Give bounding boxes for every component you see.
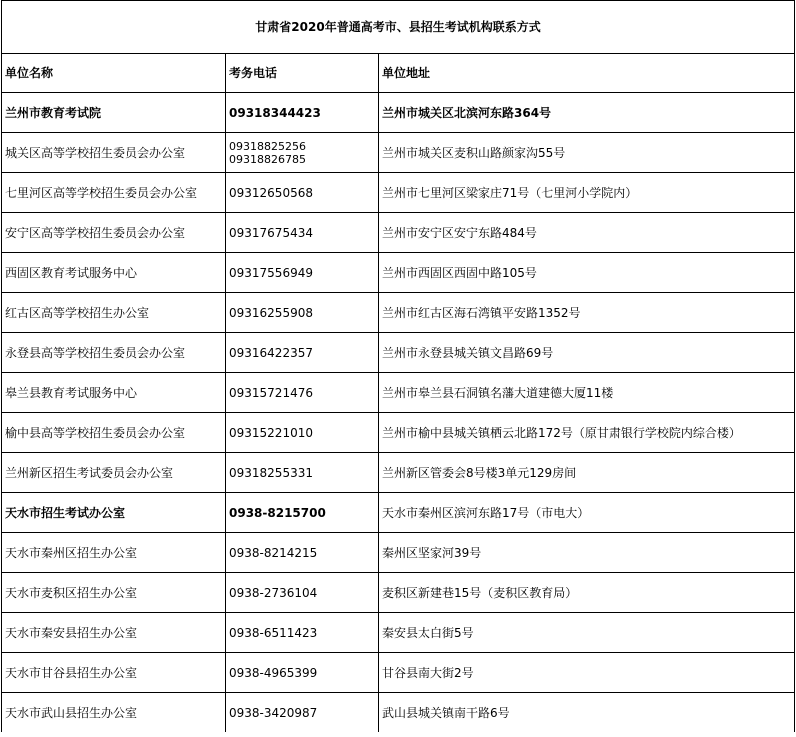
table-row [2, 253, 795, 293]
exam-phone-cell [226, 533, 379, 573]
exam-phone-cell [226, 373, 379, 413]
phone-number: 09317556949 [229, 265, 313, 280]
phone-number: 09315221010 [229, 425, 313, 440]
exam-phone-cell [226, 93, 379, 133]
unit-name-cell: 天水市麦积区招生办公室 [2, 573, 226, 613]
exam-phone-cell [226, 573, 379, 613]
unit-name-cell: 永登县高等学校招生委员会办公室 [2, 333, 226, 373]
table-row [2, 293, 795, 333]
exam-phone-cell [226, 133, 379, 173]
table-row [2, 533, 795, 573]
table-body [2, 1, 795, 733]
exam-phone-cell [226, 653, 379, 693]
table-row [2, 213, 795, 253]
phone-number: 0938-8214215 [229, 545, 318, 560]
exam-phone-cell [226, 173, 379, 213]
unit-name-cell: 天水市武山县招生办公室 [2, 693, 226, 733]
unit-name-cell: 西固区教育考试服务中心 [2, 253, 226, 293]
header-exam-phone: 考务电话 [226, 54, 379, 93]
exam-phone-cell [226, 453, 379, 493]
unit-address-cell: 兰州市西固区西固中路105号 [379, 253, 795, 293]
phone-number: 09317675434 [229, 225, 313, 240]
unit-name-cell: 城关区高等学校招生委员会办公室 [2, 133, 226, 173]
table-title-row [2, 1, 795, 54]
table-header-row [2, 54, 795, 93]
unit-address-cell: 兰州市永登县城关镇文昌路69号 [379, 333, 795, 373]
header-unit-name: 单位名称 [2, 54, 226, 93]
unit-address-cell: 兰州市七里河区梁家庄71号（七里河小学院内） [379, 173, 795, 213]
unit-name-cell: 七里河区高等学校招生委员会办公室 [2, 173, 226, 213]
phone-number: 09316422357 [229, 345, 313, 360]
phone-number: 0938-8215700 [229, 505, 326, 520]
contacts-table [1, 0, 795, 732]
phone-number: 09318255331 [229, 465, 313, 480]
table-row [2, 653, 795, 693]
table-row [2, 693, 795, 733]
unit-name-cell: 皋兰县教育考试服务中心 [2, 373, 226, 413]
unit-name-cell: 榆中县高等学校招生委员会办公室 [2, 413, 226, 453]
exam-phone-cell [226, 213, 379, 253]
phone-number: 09316255908 [229, 305, 313, 320]
exam-phone-cell [226, 693, 379, 733]
phone-number: 0938-4965399 [229, 665, 318, 680]
phone-number: 0938-2736104 [229, 585, 318, 600]
unit-name-cell: 天水市招生考试办公室 [2, 493, 226, 533]
table-row [2, 573, 795, 613]
phone-number: 09318825256 [229, 139, 306, 153]
unit-address-cell: 兰州市榆中县城关镇栖云北路172号（原甘肃银行学校院内综合楼） [379, 413, 795, 453]
unit-address-cell: 兰州市皋兰县石洞镇名藩大道建德大厦11楼 [379, 373, 795, 413]
phone-number: 09312650568 [229, 185, 313, 200]
unit-address-cell: 兰州市红古区海石湾镇平安路1352号 [379, 293, 795, 333]
unit-name-cell: 天水市甘谷县招生办公室 [2, 653, 226, 693]
unit-address-cell: 兰州市城关区北滨河东路364号 [379, 93, 795, 133]
table-row [2, 373, 795, 413]
exam-phone-cell [226, 493, 379, 533]
unit-address-cell: 武山县城关镇南干路6号 [379, 693, 795, 733]
unit-address-cell: 兰州新区管委会8号楼3单元129房间 [379, 453, 795, 493]
phone-number: 0938-3420987 [229, 705, 318, 720]
exam-phone-cell [226, 333, 379, 373]
table-title: 甘肃省2020年普通高考市、县招生考试机构联系方式 [2, 1, 795, 54]
unit-name-cell: 天水市秦安县招生办公室 [2, 613, 226, 653]
unit-name-cell: 兰州市教育考试院 [2, 93, 226, 133]
phone-number: 09315721476 [229, 385, 313, 400]
table-row [2, 333, 795, 373]
table-row [2, 453, 795, 493]
unit-address-cell: 兰州市安宁区安宁东路484号 [379, 213, 795, 253]
unit-address-cell: 兰州市城关区麦积山路颜家沟55号 [379, 133, 795, 173]
table-row [2, 133, 795, 173]
phone-number: 09318344423 [229, 105, 321, 120]
table-row [2, 613, 795, 653]
unit-address-cell: 天水市秦州区滨河东路17号（市电大） [379, 493, 795, 533]
table-row [2, 173, 795, 213]
unit-name-cell: 兰州新区招生考试委员会办公室 [2, 453, 226, 493]
unit-address-cell: 甘谷县南大街2号 [379, 653, 795, 693]
unit-name-cell: 红古区高等学校招生办公室 [2, 293, 226, 333]
table-row [2, 93, 795, 133]
unit-address-cell: 秦州区坚家河39号 [379, 533, 795, 573]
exam-phone-cell [226, 413, 379, 453]
unit-address-cell: 秦安县太白街5号 [379, 613, 795, 653]
unit-name-cell: 天水市秦州区招生办公室 [2, 533, 226, 573]
exam-phone-cell [226, 253, 379, 293]
exam-phone-cell [226, 613, 379, 653]
phone-number: 0938-6511423 [229, 625, 318, 640]
unit-address-cell: 麦积区新建巷15号（麦积区教育局） [379, 573, 795, 613]
header-unit-address: 单位地址 [379, 54, 795, 93]
unit-name-cell: 安宁区高等学校招生委员会办公室 [2, 213, 226, 253]
exam-phone-cell [226, 293, 379, 333]
phone-number: 09318826785 [229, 152, 306, 166]
table-row [2, 493, 795, 533]
table-row [2, 413, 795, 453]
